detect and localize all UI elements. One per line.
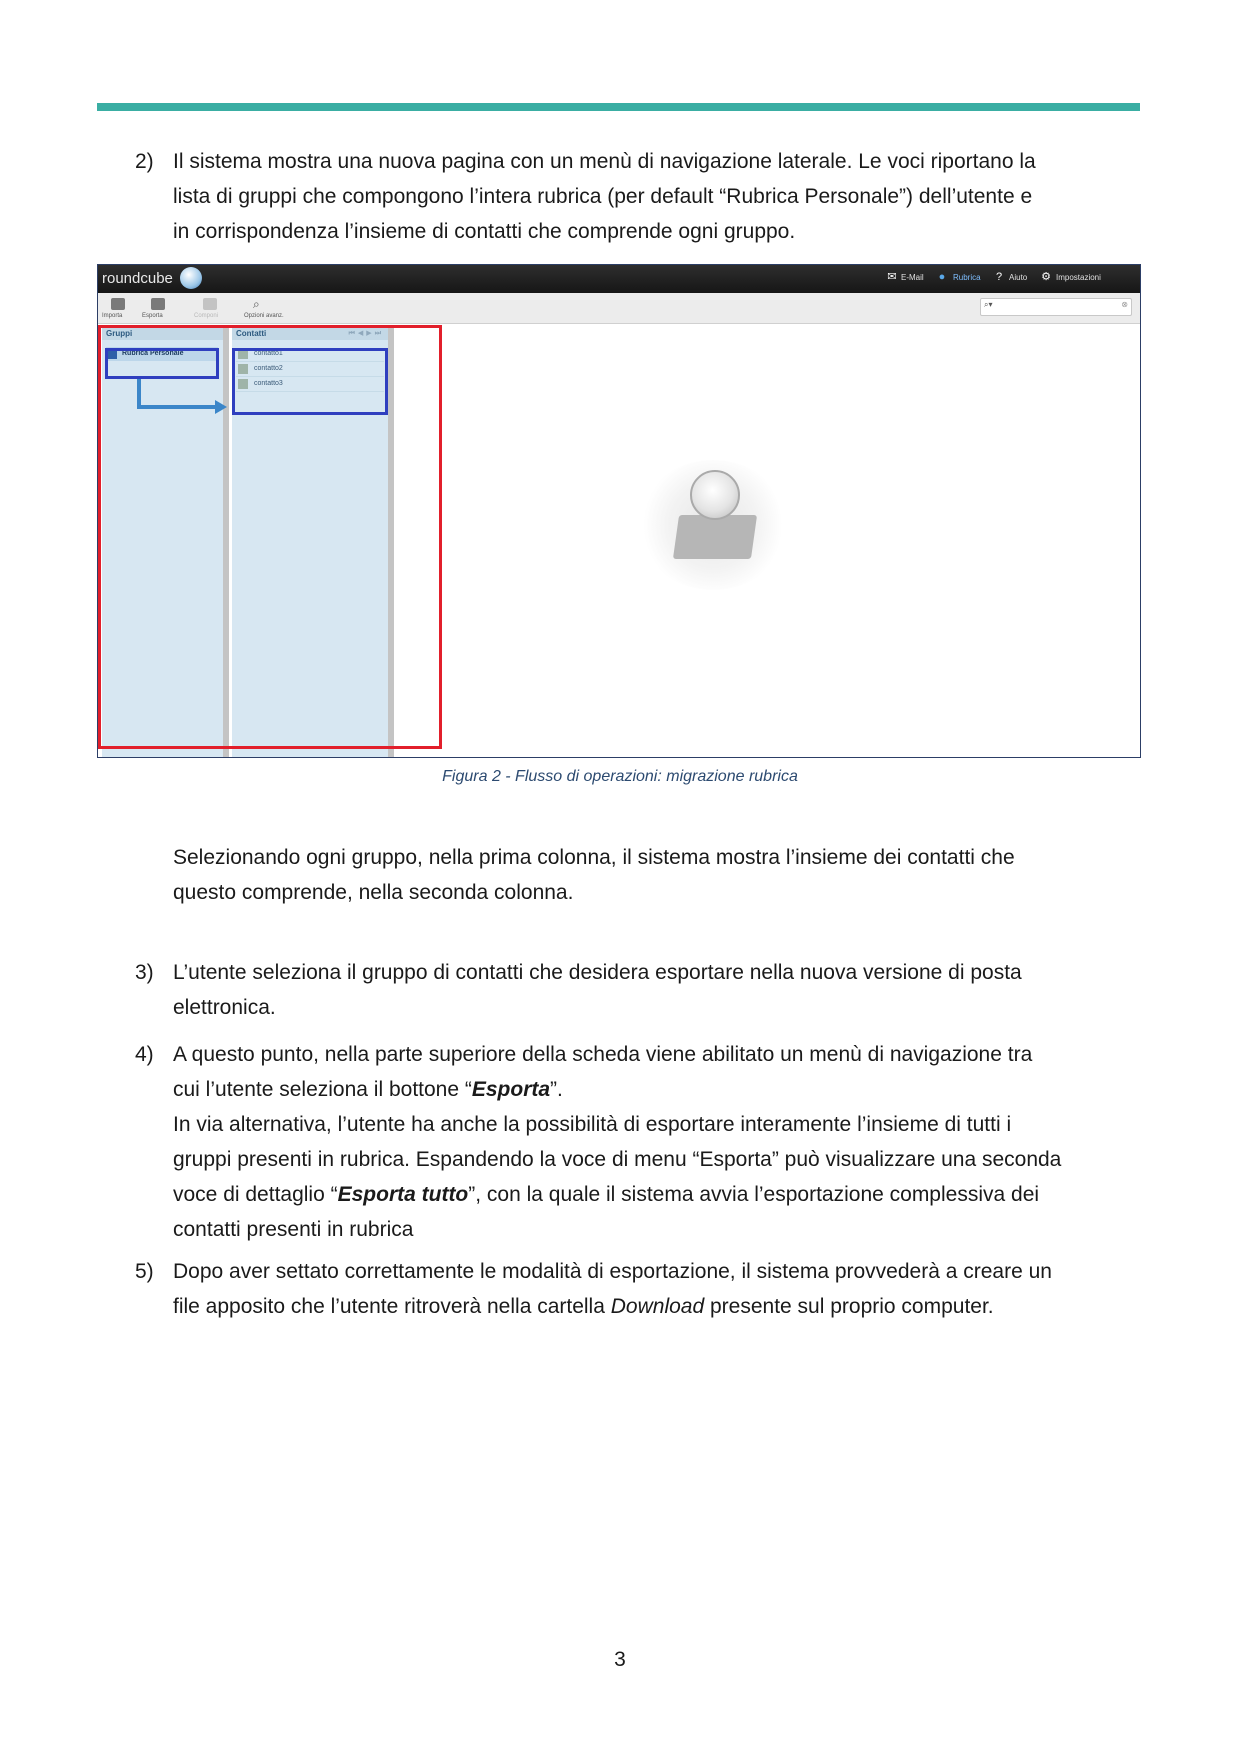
- text-line: In via alternativa, l’utente ha anche la possibilità di esportare interamente l’insieme di tutti i: [173, 1113, 1012, 1136]
- text-line: gruppi presenti in rubrica. Espandendo la voce di menu “Esporta” può visualizzare una seconda: [173, 1148, 1062, 1171]
- contact-name: contatto3: [254, 380, 283, 387]
- export-icon: [151, 298, 165, 310]
- groups-header: Gruppi: [102, 327, 223, 340]
- compose-icon: [203, 298, 217, 310]
- text-line: A questo punto, nella parte superiore della scheda viene abilitato un menù di navigazione tra: [173, 1043, 1033, 1066]
- import-button[interactable]: [102, 295, 132, 321]
- highlight-frame-group: [105, 348, 219, 379]
- text-line: Dopo aver settato correttamente le modalità di esportazione, il sistema provvederà a creare un: [173, 1260, 1052, 1283]
- text-span: voce di dettaglio “: [173, 1183, 338, 1206]
- text-line: Il sistema mostra una nuova pagina con un menù di navigazione laterale. Le voci riportano la: [173, 150, 1036, 173]
- contact-name: contatto2: [254, 365, 283, 372]
- list-number: 4): [135, 1043, 154, 1066]
- toolbar-label: Esporta: [142, 313, 163, 319]
- search-icon: ⌕▾: [984, 300, 993, 309]
- help-icon: ?: [995, 271, 1003, 283]
- text-span: cui l’utente seleziona il bottone “: [173, 1078, 472, 1101]
- text-line: [173, 1289, 1145, 1324]
- text-span: presente sul proprio computer.: [704, 1295, 994, 1318]
- advanced-options-button[interactable]: [244, 295, 284, 321]
- arrow-right-icon: [215, 400, 227, 414]
- toolbar-label: Opzioni avanz.: [244, 313, 284, 319]
- emphasis-esporta: Esporta: [471, 1078, 551, 1101]
- roundcube-watermark-ball-icon: [690, 470, 740, 520]
- list-number: 5): [135, 1260, 154, 1283]
- gear-icon: ⚙: [1041, 271, 1051, 283]
- nav-aiuto[interactable]: Aiuto: [1009, 273, 1028, 282]
- header-rule: [97, 103, 1140, 111]
- envelope-icon: ✉: [887, 271, 897, 283]
- contacts-header-label: Contatti: [236, 329, 267, 338]
- text-line: lista di gruppi che compongono l’intera rubrica (per default “Rubrica Personale”) dell’utente e: [173, 185, 1033, 208]
- magnifier-icon: ⌕: [253, 297, 260, 311]
- text-span: file apposito che l’utente ritroverà nella cartella: [173, 1295, 611, 1318]
- paragraph: [173, 840, 1015, 910]
- nav-rubrica[interactable]: Rubrica: [953, 273, 981, 282]
- list-number: 3): [135, 961, 154, 984]
- logo-ball-icon: [180, 267, 202, 289]
- text-span: ”, con la quale il sistema avvia l’esportazione complessiva dei: [468, 1183, 1040, 1206]
- app-logo: roundcube: [102, 270, 173, 287]
- figure-caption: Figura 2 - Flusso di operazioni: migrazione rubrica: [442, 768, 798, 785]
- roundcube-screenshot: [97, 264, 1141, 758]
- clear-icon[interactable]: ⊗: [1121, 300, 1128, 309]
- group-label: Rubrica Personale: [122, 350, 184, 357]
- highlight-frame-contacts: [232, 348, 388, 415]
- text-line: [173, 1177, 1145, 1212]
- app-header: [98, 265, 1140, 293]
- text-line: Selezionando ogni gruppo, nella prima colonna, il sistema mostra l’insieme dei contatti che: [173, 846, 1015, 869]
- export-button[interactable]: [142, 295, 172, 321]
- text-line: contatti presenti in rubrica: [173, 1218, 414, 1241]
- text-line: in corrispondenza l’insieme di contatti che comprende ogni gruppo.: [173, 220, 796, 243]
- import-icon: [111, 298, 125, 310]
- toolbar-label: Importa: [102, 313, 123, 319]
- compose-button[interactable]: [194, 295, 224, 321]
- nav-impostazioni[interactable]: Impostazioni: [1056, 273, 1101, 282]
- list-number: 2): [135, 150, 154, 173]
- emphasis-esporta-tutto: Esporta tutto: [337, 1183, 469, 1206]
- toolbar-label: Componi: [194, 313, 219, 319]
- person-icon: ●: [938, 271, 946, 283]
- text-line: elettronica.: [173, 996, 276, 1019]
- nav-email[interactable]: E-Mail: [901, 273, 924, 282]
- contact-name: contatto1: [254, 350, 283, 357]
- page-number: 3: [614, 1648, 626, 1671]
- roundcube-watermark-icon: [673, 515, 757, 559]
- arrow-shaft: [137, 405, 217, 409]
- emphasis-download: Download: [610, 1295, 705, 1318]
- text-span: ”.: [550, 1078, 563, 1101]
- text-line: L’utente seleziona il gruppo di contatti che desidera esportare nella nuova versione di posta: [173, 961, 1022, 984]
- search-input[interactable]: [980, 298, 1132, 316]
- toolbar: [98, 293, 1140, 324]
- text-line: [173, 1072, 1145, 1107]
- pager-icons[interactable]: ⏮◀▶⏭: [348, 330, 384, 337]
- text-line: questo comprende, nella seconda colonna.: [173, 881, 574, 904]
